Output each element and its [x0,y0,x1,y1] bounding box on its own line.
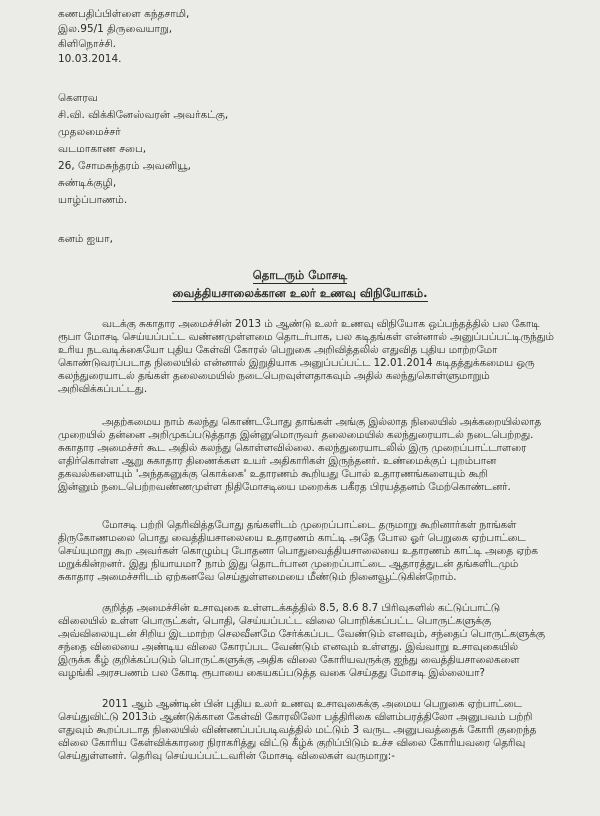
text-line: தகவல்களையும் 'அந்தகனுக்கு கொக்கை' உதாரணம் கூறியது போல் உதாரணங்களையும் கூறி [58,468,488,480]
recipient-name: சி.வி. விக்கினேஸ்வரன் அவர்கட்கு, [58,109,229,121]
subject-line-1 [0,268,600,284]
text-line: 2011 ஆம் ஆண்டின் பின் புதிய உலர் உணவு உசாவுகைக்கு அமைய பெறுகை ஏற்பாட்டை [102,698,522,710]
text-line: அறிவிக்கப்பட்டது. [58,383,148,395]
salutation: கனம் ஐயா, [58,233,113,245]
text-line: செய்யுமாறு கூற அவர்கள் கொழும்பு போதனா பொதுவைத்தியசாலையை உதாரணம் காட்டி அதை ஏற்க [58,545,538,557]
paragraph-4 [58,602,598,680]
recipient-honorific: கௌரவ [58,92,98,104]
text-line: குறித்த அமைச்சின் உசாவுகை உள்ளடக்கத்தில் 8.5, 8.6 8.7 பிரிவுகளில் கட்டுப்பாட்டு [102,602,500,614]
text-line: சந்தை விலையை அண்டிய விலை கோரப்பட வேண்டும் எனவும் உள்ளது. இவ்வாறு உசாவுகையில் [58,641,518,653]
text-line: சுகாதார அமைச்சர் கூட அதில் கலந்து கொள்ளவில்லை. கலந்துரையாடலில் இரு முறைப்பாட்டாளரை [58,442,527,454]
sender-town: கிளிநொச்சி. [58,38,116,50]
text-line: உரிய நடவடிக்கையோ புதிய கேள்வி கோரல் பெறுகை அறிவித்தலில் எதுவித புதிய மாற்றமோ [58,344,498,356]
text-line: அவ்விலையுடன் சிறிய இடமாற்ற செலவீனமே சேர்க்கப்பட வேண்டும் எனவும், சந்தைப் பொருட்களுக்கு [58,628,545,640]
text-line: விலையில் உள்ள பொருட்கள், பொதி, செய்யப்பட்ட விலை பொறிக்கப்பட்ட பொருட்களுக்கு [58,615,491,627]
sender-address [58,8,189,68]
subject-text-2: வைத்தியசாலைக்கான உலர் உணவு விநியோகம். [172,286,428,300]
text-line: செய்துவிட்டு 2013ம் ஆண்டுக்கான கேள்வி கோரலிலோ பத்திரிகை விளம்பரத்திலோ அனுபவம் பற்றி [58,711,533,723]
letter-date: 10.03.2014. [58,53,122,65]
subject-line-2 [0,286,600,302]
text-line: விலை கோரிய கேள்விக்காரரை நிராகரித்து விட்டு கீழ்க் குறிப்பிடும் உச்ச விலை கோரியவரை தெரிவு [58,737,526,749]
subject-text-1: தொடரும் மோசடி [252,268,348,282]
text-line: சுகாதார அமைச்சரிடம் ஏற்கனவே செய்துள்ளமையை மீண்டும் நினைவூட்டுகின்றோம். [58,571,457,583]
text-line: திருகோணமலை பொது வைத்தியசாலையை உதாரணம் காட்டி அதே போல ஓர் பெறுகை ஏற்பாட்டை [58,532,526,544]
paragraph-3 [58,519,598,584]
text-line: இன்னும் நடைபெற்றவண்ணமுள்ள நிதிமோசடியை மறைக்க பகீரத பிரயத்தனம் மேற்கொண்டனர். [58,481,511,493]
text-line: எதுவும் கூறப்படாத நிலையில் விண்ணப்பப்படிவத்தில் மட்டும் 3 வருட அனுபவத்தைக் கோரி குறைந்த [58,724,537,736]
text-line: மறுக்கின்றனர். இது நியாயமா? நாம் இது தொடர்பான முறைப்பாட்டை ஆதாரத்துடன் தங்களிடமும் [58,558,519,570]
paragraph-2 [58,416,598,494]
paragraph-5 [58,698,598,763]
text-line: கொண்டுவரப்படாத நிலையில் என்னால் இறுதியாக அனுப்பப்பட்ட 12.01.2014 கடிதத்துக்கமைய ஒரு [58,357,535,369]
sender-street: இல.95/1 திருவையாறு, [58,23,173,35]
text-line: இருக்க கீழ் குறிக்கப்படும் பொருட்களுக்கு அதிக விலை கோரியவருக்கு ஐந்து வைத்தியசாலைகளை [58,654,520,666]
text-line: வழங்கி அரசபணம் பல கோடி ரூபாயை கையகப்படுத்த வகை செய்தது மோசடி இல்லையா? [58,667,485,679]
text-line: செய்துள்ளனர். தெரிவு செய்யப்பட்டவரின் மோசடி விலைகள் வருமாறு:- [58,750,395,762]
sender-name: கணபதிப்பிள்ளை கந்தசாமி, [58,8,190,20]
recipient-street: 26, சோமசுந்தரம் அவனியூ, [58,160,191,172]
text-line: முறையில் தன்னை அறிமுகப்படுத்தாத இன்னுமொருவர் தலைமையில் கலந்துரையாடல் நடைபெற்றது. [58,429,534,441]
text-line: அதற்கமைய நாம் கலந்து கொண்டபோது தாங்கள் அங்கு இல்லாத நிலையில் அக்கறையில்லாத [102,416,542,428]
recipient-city: யாழ்ப்பாணம். [58,194,128,206]
recipient-address [58,92,228,211]
text-line: ரூபா மோசடி செய்யப்பட்ட வண்ணமுள்ளமை தொடர்பாக, பல கடிதங்கள் என்னால் அனுப்பப்பட்டிருந்தும் [58,331,554,343]
recipient-office: வடமாகாண சபை, [58,143,147,155]
text-line: மோசடி பற்றி தெரிவித்தபோது தங்களிடம் முறைப்பாட்டை தருமாறு கூறினார்கள் நாங்கள் [102,519,517,531]
text-line: எதிர்கொள்ள ஆறு சுகாதார திணைக்கள உயர் அதிகாரிகள் இருந்தனர். உண்மைக்குப் புறம்பான [58,455,497,467]
paragraph-1 [58,318,598,396]
recipient-area: சுண்டிக்குழி, [58,177,117,189]
recipient-title: முதலமைச்சர் [58,126,121,138]
text-line: வடக்கு சுகாதார அமைச்சின் 2013 ம் ஆண்டு உலர் உணவு விநியோக ஒப்பந்தத்தில் பல கோடி [102,318,540,330]
text-line: கலந்துரையாடல் தங்கள் தலைமையில் நடைபெறவுள்ளதாகவும் அதில் கலந்துகொள்ளுமாறும் [58,370,490,382]
